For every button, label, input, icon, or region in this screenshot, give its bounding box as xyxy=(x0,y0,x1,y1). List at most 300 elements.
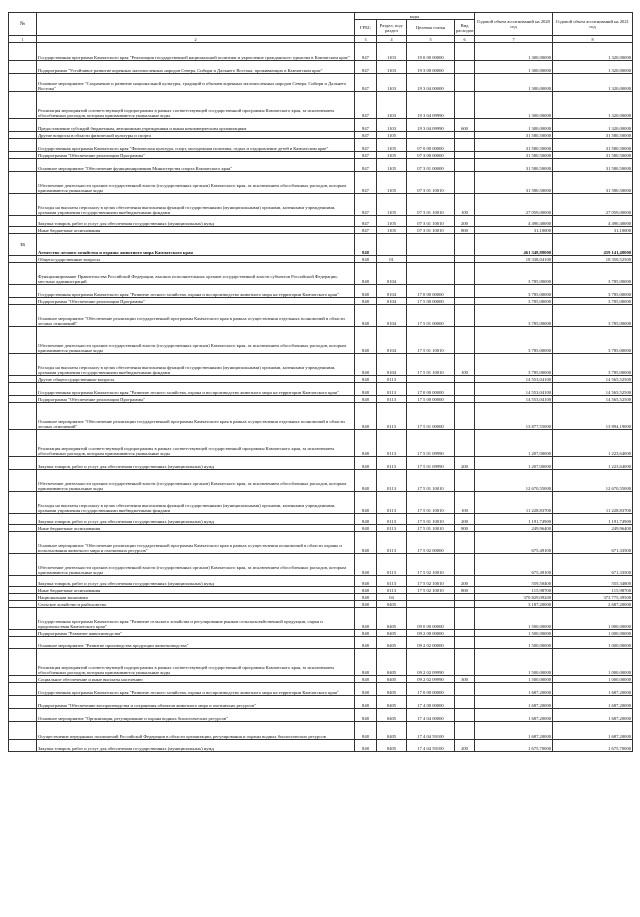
cell-razdel: 1103 xyxy=(377,43,407,61)
cell-razdel: 0405 xyxy=(377,630,407,637)
cell-amount-2021: 1 675,70000 xyxy=(553,740,633,752)
cell-amount-2020: 4 490,40000 xyxy=(475,216,553,227)
cell-target-article: 17 4 04 59100 xyxy=(407,740,455,752)
cell-no xyxy=(9,601,37,608)
cell-amount-2020: 1 207,00000 xyxy=(475,457,553,470)
cell-amount-2021: 31 580,50000 xyxy=(553,159,633,172)
cell-amount-2020: 31 580,50000 xyxy=(475,152,553,159)
cell-target-article: 19 3 04 00000 xyxy=(407,74,455,92)
cell-target-article: 07 3 01 00000 xyxy=(407,159,455,172)
cell-amount-2021: 1 000,00000 xyxy=(553,630,633,637)
cell-expense-type: 200 xyxy=(455,576,475,587)
table-row xyxy=(9,492,633,514)
cell-expense-type xyxy=(455,683,475,696)
cell-target-article: 17 5 02 10010 xyxy=(407,554,455,576)
cell-amount-2020: 370 829,09200 xyxy=(475,594,553,601)
cell-amount-2020: 3 785,00000 xyxy=(475,354,553,376)
cell-amount-2020: 1 687,20000 xyxy=(475,709,553,722)
header-csr: Целевая статья xyxy=(407,20,455,36)
cell-no xyxy=(9,587,37,594)
cell-name: Обеспечение деятельности органов государственной власти (государственных органов) Камчатского края, за исключением обособленных расходов, которым присваиваются уникальные коды xyxy=(37,172,355,194)
cell-amount-2021: 1 687,20000 xyxy=(553,683,633,696)
table-row xyxy=(9,470,633,492)
cell-name: Обеспечение деятельности органов государственной власти (государственных органов) Камчатского края, за исключением обособленных расходов, которым присваиваются уникальные коды xyxy=(37,470,355,492)
table-row xyxy=(9,594,633,601)
cell-expense-type: 200 xyxy=(455,216,475,227)
cell-razdel: 0113 xyxy=(377,403,407,430)
cell-target-article: 17 5 01 10010 xyxy=(407,514,455,525)
cell-razdel: 1105 xyxy=(377,152,407,159)
colnum-4: 4 xyxy=(377,36,407,43)
table-row xyxy=(9,709,633,722)
cell-target-article: 09 0 00 00000 xyxy=(407,608,455,630)
cell-expense-type xyxy=(455,403,475,430)
cell-amount-2020: 27 059,00000 xyxy=(475,194,553,216)
cell-amount-2021: 671,33500 xyxy=(553,532,633,554)
cell-amount-2020: 1 675,70000 xyxy=(475,740,553,752)
cell-target-article: 07 3 01 10010 xyxy=(407,194,455,216)
cell-no xyxy=(9,327,37,354)
cell-amount-2020: 11 228,83700 xyxy=(475,492,553,514)
cell-no xyxy=(9,298,37,305)
cell-amount-2021: 31 580,50000 xyxy=(553,139,633,152)
table-row xyxy=(9,354,633,376)
cell-target-article: 17 0 00 00000 xyxy=(407,683,455,696)
cell-razdel: 0113 xyxy=(377,383,407,396)
cell-expense-type: 200 xyxy=(455,514,475,525)
cell-amount-2020: 18 338,04100 xyxy=(475,256,553,263)
cell-razdel: 0405 xyxy=(377,601,407,608)
cell-name: Расходы на выплаты персоналу в целях обеспечения выполнения функций государственными (муниципальными) органами, казенными учреждениями, органами управления государственными внебюджетными фондами xyxy=(37,194,355,216)
cell-target-article: 17 5 01 10010 xyxy=(407,525,455,532)
cell-razdel: 0405 xyxy=(377,676,407,683)
table-row xyxy=(9,676,633,683)
cell-expense-type xyxy=(455,132,475,139)
cell-amount-2021: 12 670,55000 xyxy=(553,470,633,492)
cell-amount-2020: 1 687,20000 xyxy=(475,683,553,696)
table-row xyxy=(9,139,633,152)
cell-name: Закупка товаров, работ и услуг для обеспечения государственных (муниципальных) нужд xyxy=(37,514,355,525)
cell-name: Государственная программа Камчатского края "Развитие сельского хозяйства и регулирование рынков сельскохозяйственной продукции, сырья и продовольствия Камчатского края" xyxy=(37,608,355,630)
cell-expense-type xyxy=(455,305,475,327)
cell-amount-2021: 1 000,00000 xyxy=(553,608,633,630)
cell-name: Расходы на выплаты персоналу в целях обеспечения выполнения функций государственными (муниципальными) органами, казенными учреждениями, органами управления государственными внебюджетными фондами xyxy=(37,492,355,514)
cell-name: Подпрограмма "Обеспечение реализации Программы" xyxy=(37,396,355,403)
cell-name: Иные бюджетные ассигнования xyxy=(37,587,355,594)
cell-amount-2021: 31 580,50000 xyxy=(553,152,633,159)
cell-grbs: 848 xyxy=(355,601,377,608)
cell-amount-2021: 1 320,00000 xyxy=(553,92,633,119)
cell-razdel: 1105 xyxy=(377,159,407,172)
cell-name: Агентство лесного хозяйства и охраны животного мира Камчатского края xyxy=(37,234,355,256)
cell-name: Реализация мероприятий соответствующей подпрограммы в рамках соответствующей государственной программы Камчатского края, за исключением обособленных расходов, которым присваиваются уникальные коды xyxy=(37,92,355,119)
table-row xyxy=(9,263,633,285)
cell-grbs: 848 xyxy=(355,470,377,492)
table-row xyxy=(9,587,633,594)
cell-name: Государственная программа Камчатского края "Развитие лесного хозяйства, охрана и воспроизводство животного мира на территории Камчатского края" xyxy=(37,383,355,396)
table-row xyxy=(9,740,633,752)
cell-razdel: 0405 xyxy=(377,637,407,649)
header-grbs: ГРБС xyxy=(355,20,377,36)
cell-name: Закупка товаров, работ и услуг для обеспечения государственных (муниципальных) нужд xyxy=(37,216,355,227)
cell-amount-2020: 249,96400 xyxy=(475,525,553,532)
table-row xyxy=(9,285,633,298)
cell-name: Закупка товаров, работ и услуг для обеспечения государственных (муниципальных) нужд xyxy=(37,740,355,752)
cell-expense-type xyxy=(455,159,475,172)
cell-expense-type: 200 xyxy=(455,740,475,752)
cell-name: Основное мероприятие "Организация, регулирование и охрана водных биологических ресурсов" xyxy=(37,709,355,722)
cell-target-article: 17 5 02 10010 xyxy=(407,587,455,594)
cell-grbs: 848 xyxy=(355,396,377,403)
cell-razdel: 0113 xyxy=(377,554,407,576)
cell-expense-type xyxy=(455,139,475,152)
cell-expense-type xyxy=(455,601,475,608)
cell-no xyxy=(9,285,37,298)
table-row xyxy=(9,608,633,630)
cell-target-article: 17 5 01 10010 xyxy=(407,354,455,376)
cell-razdel: 0113 xyxy=(377,376,407,383)
cell-razdel: 0104 xyxy=(377,285,407,298)
cell-razdel: 1105 xyxy=(377,216,407,227)
cell-target-article: 09 2 02 09990 xyxy=(407,676,455,683)
cell-target-article: 17 5 00 00000 xyxy=(407,298,455,305)
table-row xyxy=(9,696,633,709)
cell-razdel: 1103 xyxy=(377,92,407,119)
cell-expense-type xyxy=(455,263,475,285)
cell-amount-2020: 3 785,00000 xyxy=(475,327,553,354)
cell-grbs: 848 xyxy=(355,608,377,630)
cell-grbs: 848 xyxy=(355,492,377,514)
cell-no xyxy=(9,139,37,152)
cell-amount-2020: 3 785,00000 xyxy=(475,305,553,327)
cell-target-article: 17 5 02 10010 xyxy=(407,576,455,587)
cell-name: Расходы на выплаты персоналу в целях обеспечения выполнения функций государственными (муниципальными) органами, казенными учреждениями, органами управления государственными внебюджетными фондами xyxy=(37,354,355,376)
cell-no xyxy=(9,305,37,327)
cell-razdel: 0113 xyxy=(377,457,407,470)
cell-razdel: 0405 xyxy=(377,649,407,676)
cell-amount-2020: 12 670,55000 xyxy=(475,470,553,492)
cell-no xyxy=(9,594,37,601)
cell-target-article: 17 5 01 00000 xyxy=(407,305,455,327)
cell-amount-2021: 115,98700 xyxy=(553,587,633,594)
cell-amount-2020: 3 785,00000 xyxy=(475,263,553,285)
cell-amount-2021: 14 565,52500 xyxy=(553,396,633,403)
cell-name: Основное мероприятие "Обеспечение реализации государственной программы Камчатского края в рамках осуществления отдельных полномочий в области лесных отношений" xyxy=(37,305,355,327)
cell-grbs: 848 xyxy=(355,594,377,601)
cell-no xyxy=(9,256,37,263)
cell-grbs: 847 xyxy=(355,132,377,139)
cell-grbs: 847 xyxy=(355,92,377,119)
cell-amount-2021: 1 687,20000 xyxy=(553,696,633,709)
cell-razdel: 1105 xyxy=(377,132,407,139)
cell-amount-2021: 3 785,00000 xyxy=(553,263,633,285)
cell-expense-type: 800 xyxy=(455,587,475,594)
cell-amount-2021: 3 785,00000 xyxy=(553,327,633,354)
cell-expense-type xyxy=(455,532,475,554)
cell-no xyxy=(9,403,37,430)
cell-grbs: 847 xyxy=(355,119,377,132)
cell-expense-type: 200 xyxy=(455,457,475,470)
cell-name: Государственная программа Камчатского края "Развитие лесного хозяйства, охрана и воспроизводство животного мира на территории Камчатского края" xyxy=(37,285,355,298)
cell-amount-2020: 13 877,55000 xyxy=(475,403,553,430)
table-row xyxy=(9,327,633,354)
cell-name: Сельское хозяйство и рыболовство xyxy=(37,601,355,608)
cell-expense-type xyxy=(455,470,475,492)
cell-no xyxy=(9,637,37,649)
cell-razdel: 0405 xyxy=(377,683,407,696)
table-row xyxy=(9,92,633,119)
cell-target-article: 19 0 00 00000 xyxy=(407,43,455,61)
cell-no xyxy=(9,683,37,696)
cell-target-article: 17 5 01 09990 xyxy=(407,457,455,470)
cell-razdel: 0113 xyxy=(377,470,407,492)
cell-amount-2021: 31 580,50000 xyxy=(553,132,633,139)
cell-no xyxy=(9,132,37,139)
table-row xyxy=(9,194,633,216)
cell-expense-type xyxy=(455,61,475,74)
cell-name: Национальная экономика xyxy=(37,594,355,601)
cell-no xyxy=(9,43,37,61)
cell-amount-2021: 1 320,00000 xyxy=(553,74,633,92)
colnum-3: 3 xyxy=(355,36,377,43)
cell-amount-2021: 1 223,64000 xyxy=(553,430,633,457)
cell-name: Подпрограмма "Обеспечение воспроизводства и сохранения объектов животного мира и охотничьих ресурсов" xyxy=(37,696,355,709)
cell-target-article xyxy=(407,594,455,601)
table-row xyxy=(9,152,633,159)
cell-expense-type: 100 xyxy=(455,354,475,376)
cell-no xyxy=(9,430,37,457)
cell-amount-2021: 459 141,48000 xyxy=(553,234,633,256)
cell-amount-2020: 1 300,00000 xyxy=(475,61,553,74)
cell-name: Обеспечение деятельности органов государственной власти (государственных органов) Камчатского края, за исключением обособленных расходов, которым присваиваются уникальные коды xyxy=(37,327,355,354)
cell-amount-2020: 14 553,04100 xyxy=(475,396,553,403)
cell-no xyxy=(9,216,37,227)
cell-target-article: 07 3 01 10010 xyxy=(407,216,455,227)
cell-amount-2021: 3 785,00000 xyxy=(553,298,633,305)
cell-amount-2020: 1 500,00000 xyxy=(475,649,553,676)
table-row xyxy=(9,383,633,396)
cell-amount-2021: 1 687,20000 xyxy=(553,709,633,722)
cell-grbs: 848 xyxy=(355,327,377,354)
cell-expense-type xyxy=(455,92,475,119)
cell-grbs: 848 xyxy=(355,630,377,637)
cell-name: Функционирование Правительства Российской Федерации, высших исполнительных органов государственной власти субъектов Российской Федерации, местных администраций xyxy=(37,263,355,285)
header-year-2021: Годовой объем ассигнований на 2021 год xyxy=(553,13,633,36)
colnum-7: 7 xyxy=(475,36,553,43)
header-name xyxy=(37,13,355,36)
table-row xyxy=(9,554,633,576)
cell-no xyxy=(9,74,37,92)
cell-amount-2021: 249,96400 xyxy=(553,525,633,532)
cell-expense-type xyxy=(455,172,475,194)
cell-no xyxy=(9,676,37,683)
cell-razdel: 0113 xyxy=(377,532,407,554)
cell-name: Закупка товаров, работ и услуг для обеспечения государственных (муниципальных) нужд xyxy=(37,457,355,470)
cell-amount-2021: 1 000,00000 xyxy=(553,676,633,683)
cell-razdel: 0405 xyxy=(377,709,407,722)
cell-target-article: 17 0 00 00000 xyxy=(407,285,455,298)
cell-razdel: 1105 xyxy=(377,194,407,216)
cell-expense-type xyxy=(455,709,475,722)
cell-name: Осуществление переданных полномочий Российской Федерации в области организации, регулирования и охраны водных биологических ресурсов xyxy=(37,722,355,740)
cell-name: Предоставление субсидий бюджетным, автономным учреждениям и иным некоммерческим организациям xyxy=(37,119,355,132)
header-year-2020: Годовой объем ассигнований на 2020 год xyxy=(475,13,553,36)
table-row xyxy=(9,227,633,234)
cell-amount-2021: 3 785,00000 xyxy=(553,354,633,376)
colnum-5: 5 xyxy=(407,36,455,43)
cell-grbs: 847 xyxy=(355,216,377,227)
cell-no xyxy=(9,383,37,396)
cell-target-article xyxy=(407,601,455,608)
cell-grbs: 848 xyxy=(355,234,377,256)
cell-amount-2020: 1 191,74900 xyxy=(475,514,553,525)
cell-amount-2020: 1 500,00000 xyxy=(475,637,553,649)
budget-table xyxy=(8,12,633,752)
cell-amount-2021: 31,10000 xyxy=(553,227,633,234)
cell-grbs: 848 xyxy=(355,722,377,740)
cell-amount-2021: 373 775,39500 xyxy=(553,594,633,601)
table-body xyxy=(9,43,633,752)
cell-amount-2020: 1 207,00000 xyxy=(475,430,553,457)
cell-grbs: 848 xyxy=(355,587,377,594)
cell-amount-2021: 1 191,74900 xyxy=(553,514,633,525)
cell-razdel: 0104 xyxy=(377,327,407,354)
cell-grbs: 847 xyxy=(355,194,377,216)
cell-grbs: 848 xyxy=(355,683,377,696)
cell-target-article xyxy=(407,234,455,256)
cell-amount-2020: 1 500,00000 xyxy=(475,608,553,630)
colnum-2: 2 xyxy=(37,36,355,43)
cell-no xyxy=(9,492,37,514)
cell-grbs: 848 xyxy=(355,554,377,576)
cell-amount-2020: 1 300,00000 xyxy=(475,43,553,61)
column-number-row xyxy=(9,36,633,43)
cell-grbs: 847 xyxy=(355,159,377,172)
header-razdel: Раздел, под-раздел xyxy=(377,20,407,36)
cell-amount-2020: 675,49100 xyxy=(475,532,553,554)
cell-grbs: 847 xyxy=(355,152,377,159)
table-row xyxy=(9,630,633,637)
cell-target-article: 09 2 02 09990 xyxy=(407,649,455,676)
cell-grbs: 848 xyxy=(355,676,377,683)
cell-expense-type xyxy=(455,74,475,92)
table-row xyxy=(9,119,633,132)
header-no: № xyxy=(9,13,37,36)
cell-name: Подпрограмма "Развитие животноводства" xyxy=(37,630,355,637)
cell-grbs: 847 xyxy=(355,139,377,152)
cell-grbs: 848 xyxy=(355,354,377,376)
cell-no xyxy=(9,532,37,554)
colnum-1: 1 xyxy=(9,36,37,43)
cell-amount-2021: 1 320,00000 xyxy=(553,61,633,74)
cell-grbs: 848 xyxy=(355,696,377,709)
cell-target-article xyxy=(407,263,455,285)
cell-no xyxy=(9,554,37,576)
cell-expense-type xyxy=(455,383,475,396)
cell-no xyxy=(9,263,37,285)
cell-expense-type: 300 xyxy=(455,676,475,683)
cell-razdel: 0113 xyxy=(377,587,407,594)
cell-expense-type xyxy=(455,630,475,637)
cell-expense-type: 800 xyxy=(455,227,475,234)
cell-name: Другие общегосударственные вопросы xyxy=(37,376,355,383)
cell-target-article xyxy=(407,256,455,263)
cell-target-article: 17 5 01 09990 xyxy=(407,430,455,457)
cell-grbs: 848 xyxy=(355,430,377,457)
cell-grbs: 848 xyxy=(355,740,377,752)
cell-no xyxy=(9,396,37,403)
cell-expense-type xyxy=(455,396,475,403)
cell-name: Закупка товаров, работ и услуг для обеспечения государственных (муниципальных) нужд xyxy=(37,576,355,587)
cell-amount-2020: 675,49100 xyxy=(475,554,553,576)
table-row xyxy=(9,74,633,92)
cell-amount-2021: 1 223,64000 xyxy=(553,457,633,470)
cell-grbs: 848 xyxy=(355,532,377,554)
cell-grbs: 848 xyxy=(355,285,377,298)
cell-amount-2020: 1 300,00000 xyxy=(475,119,553,132)
cell-no xyxy=(9,172,37,194)
cell-name: Основное мероприятие "Обеспечение функционирования Министерства спорта Камчатского края" xyxy=(37,159,355,172)
table-row xyxy=(9,132,633,139)
cell-amount-2020: 115,98700 xyxy=(475,587,553,594)
cell-amount-2021: 14 565,52500 xyxy=(553,376,633,383)
cell-no xyxy=(9,525,37,532)
header-vid: Вид расходов xyxy=(455,20,475,36)
table-row xyxy=(9,159,633,172)
cell-target-article: 17 5 01 00000 xyxy=(407,403,455,430)
cell-amount-2021: 2 687,20000 xyxy=(553,601,633,608)
cell-razdel: 0405 xyxy=(377,608,407,630)
cell-amount-2020: 1 687,20000 xyxy=(475,722,553,740)
cell-expense-type xyxy=(455,637,475,649)
cell-target-article: 07 0 00 00000 xyxy=(407,139,455,152)
cell-razdel: 0104 xyxy=(377,305,407,327)
table-row xyxy=(9,305,633,327)
cell-grbs: 847 xyxy=(355,227,377,234)
cell-no xyxy=(9,159,37,172)
cell-grbs: 848 xyxy=(355,525,377,532)
cell-razdel: 0113 xyxy=(377,514,407,525)
table-row xyxy=(9,532,633,554)
cell-expense-type xyxy=(455,43,475,61)
cell-amount-2021: 11 228,83700 xyxy=(553,492,633,514)
cell-name: Государственная программа Камчатского края "Развитие лесного хозяйства, охрана и воспроизводство животного мира на территории Камчатского края" xyxy=(37,683,355,696)
cell-grbs: 847 xyxy=(355,172,377,194)
cell-amount-2020: 3 187,20000 xyxy=(475,601,553,608)
cell-expense-type xyxy=(455,722,475,740)
cell-grbs: 847 xyxy=(355,43,377,61)
cell-grbs: 848 xyxy=(355,256,377,263)
cell-no xyxy=(9,696,37,709)
cell-expense-type xyxy=(455,234,475,256)
table-row xyxy=(9,601,633,608)
cell-no xyxy=(9,354,37,376)
table-row xyxy=(9,649,633,676)
cell-name: Обеспечение деятельности органов государственной власти (государственных органов) Камчатского края, за исключением обособленных расходов, которым присваиваются уникальные коды xyxy=(37,554,355,576)
cell-name: Другие вопросы в области физической культуры и спорта xyxy=(37,132,355,139)
cell-grbs: 848 xyxy=(355,376,377,383)
cell-name: Подпрограмма "Обеспечение реализации Программы" xyxy=(37,298,355,305)
cell-grbs: 848 xyxy=(355,263,377,285)
cell-amount-2021: 1 687,20000 xyxy=(553,722,633,740)
cell-razdel: 1105 xyxy=(377,172,407,194)
table-row xyxy=(9,457,633,470)
colnum-6: 6 xyxy=(455,36,475,43)
cell-name: Подпрограмма "Обеспечение реализации Программы" xyxy=(37,152,355,159)
cell-expense-type xyxy=(455,649,475,676)
cell-grbs: 848 xyxy=(355,305,377,327)
cell-target-article: 07 3 01 10010 xyxy=(407,227,455,234)
